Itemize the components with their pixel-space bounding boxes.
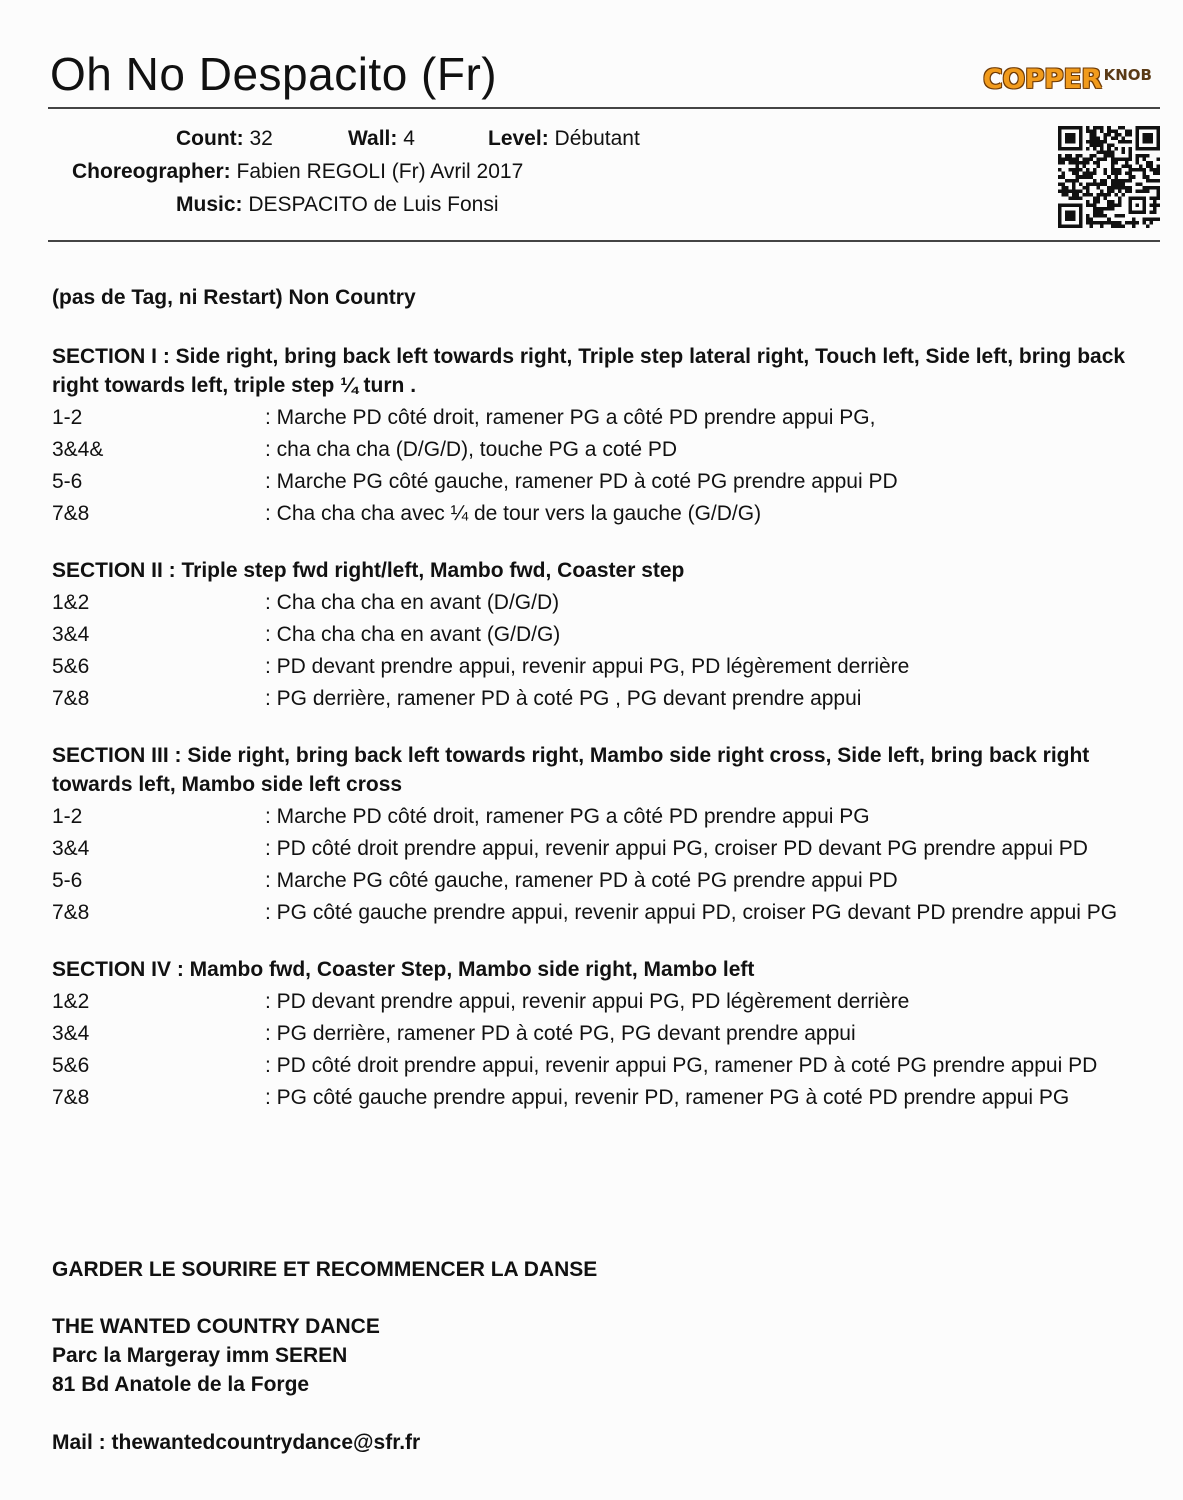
- step-description: : Marche PD côté droit, ramener PG a côté PD prendre appui PG: [265, 805, 870, 828]
- step-row: [52, 467, 1142, 496]
- step-count: 3&4&: [52, 438, 104, 461]
- step-count: 7&8: [52, 687, 90, 710]
- music-label: Music:: [176, 193, 243, 216]
- step-description: : PD devant prendre appui, revenir appui PG, PD légèrement derrière: [265, 655, 910, 678]
- music-value: DESPACITO de Luis Fonsi: [248, 193, 499, 216]
- step-row: [52, 588, 1142, 617]
- step-count: 1&2: [52, 591, 90, 614]
- step-row: [52, 802, 1142, 831]
- step-description: : Cha cha cha en avant (D/G/D): [265, 591, 560, 614]
- step-description: : PD côté droit prendre appui, revenir appui PG, ramener PD à coté PG prendre appui PD: [265, 1054, 1098, 1077]
- logo-knob-text: KNOB: [1103, 66, 1152, 84]
- step-row: [52, 435, 1142, 464]
- step-description: : PG côté gauche prendre appui, revenir PD, ramener PG à coté PD prendre appui PG: [265, 1086, 1070, 1109]
- step-count: 7&8: [52, 901, 90, 924]
- step-row: [52, 1083, 1142, 1112]
- step-description: : PG derrière, ramener PD à coté PG , PG devant prendre appui: [265, 687, 862, 710]
- step-description: : PG côté gauche prendre appui, revenir appui PD, croiser PG devant PD prendre appui PG: [265, 901, 1118, 924]
- section-1: [52, 342, 1142, 528]
- step-row: [52, 684, 1142, 713]
- section-2: [52, 556, 1142, 713]
- step-description: : PD devant prendre appui, revenir appui PG, PD légèrement derrière: [265, 990, 910, 1013]
- step-row: [52, 834, 1142, 863]
- choreographer-value: Fabien REGOLI (Fr) Avril 2017: [236, 160, 524, 183]
- copperknob-logo[interactable]: [983, 64, 1152, 100]
- step-description: : cha cha cha (D/G/D), touche PG a coté PD: [265, 438, 678, 461]
- step-description: : Marche PD côté droit, ramener PG a côté PD prendre appui PG,: [265, 406, 876, 429]
- wall-value: 4: [403, 127, 415, 150]
- section-title: SECTION IV : Mambo fwd, Coaster Step, Mambo side right, Mambo left: [52, 958, 755, 981]
- qr-code-icon[interactable]: [1058, 126, 1160, 228]
- step-row: [52, 987, 1142, 1016]
- step-row: [52, 1019, 1142, 1048]
- step-description: : Cha cha cha avec ¼ de tour vers la gauche (G/D/G): [265, 502, 762, 525]
- section-title: SECTION III : Side right, bring back left towards right, Mambo side right cross, Side left, bring back right towards left, Mambo side left cross: [52, 744, 1090, 796]
- meta-wall: [348, 122, 415, 155]
- header-divider-bottom: [48, 240, 1160, 242]
- meta-level: [488, 122, 640, 155]
- section-3: [52, 741, 1142, 927]
- choreographer-label: Choreographer:: [72, 160, 231, 183]
- header-divider-top: [48, 107, 1160, 109]
- step-row: [52, 898, 1142, 927]
- step-row: [52, 652, 1142, 681]
- contact-email[interactable]: Mail : thewantedcountrydance@sfr.fr: [52, 1431, 421, 1454]
- level-label: Level:: [488, 127, 549, 150]
- step-count: 1-2: [52, 406, 83, 429]
- closing-note: GARDER LE SOURIRE ET RECOMMENCER LA DANSE: [52, 1258, 598, 1281]
- count-label: Count:: [176, 127, 244, 150]
- level-value: Débutant: [554, 127, 640, 150]
- meta-count: [176, 122, 273, 155]
- stepsheet-body: [52, 280, 1142, 1112]
- step-description: : PG derrière, ramener PD à coté PG, PG devant prendre appui: [265, 1022, 856, 1045]
- step-count: 5-6: [52, 869, 83, 892]
- section-title: SECTION II : Triple step fwd right/left, Mambo fwd, Coaster step: [52, 559, 685, 582]
- logo-copper-text: COPPER: [983, 64, 1102, 95]
- step-count: 3&4: [52, 623, 90, 646]
- intro-note: (pas de Tag, ni Restart) Non Country: [52, 286, 416, 309]
- wall-label: Wall:: [348, 127, 398, 150]
- club-name: THE WANTED COUNTRY DANCE: [52, 1315, 380, 1338]
- step-count: 1&2: [52, 990, 90, 1013]
- step-count: 7&8: [52, 1086, 90, 1109]
- dance-title: Oh No Despacito (Fr): [50, 48, 498, 100]
- step-count: 5&6: [52, 655, 90, 678]
- step-count: 5-6: [52, 470, 83, 493]
- section-title: SECTION I : Side right, bring back left towards right, Triple step lateral right, Touch left, Side left, bring back right towards left, triple step ¼ turn .: [52, 345, 1126, 397]
- address-line-2: 81 Bd Anatole de la Forge: [52, 1373, 310, 1396]
- step-row: [52, 499, 1142, 528]
- meta-choreographer: [72, 155, 523, 188]
- meta-music: [176, 188, 499, 221]
- step-count: 1-2: [52, 805, 83, 828]
- step-row: [52, 866, 1142, 895]
- section-4: [52, 955, 1142, 1112]
- step-description: : Marche PG côté gauche, ramener PD à coté PG prendre appui PD: [265, 470, 898, 493]
- step-row: [52, 620, 1142, 649]
- step-description: : Marche PG côté gauche, ramener PD à coté PG prendre appui PD: [265, 869, 898, 892]
- step-count: 3&4: [52, 837, 90, 860]
- club-address: [52, 1312, 380, 1399]
- step-row: [52, 1051, 1142, 1080]
- step-count: 5&6: [52, 1054, 90, 1077]
- count-value: 32: [249, 127, 273, 150]
- step-description: : Cha cha cha en avant (G/D/G): [265, 623, 561, 646]
- step-row: [52, 403, 1142, 432]
- step-count: 7&8: [52, 502, 90, 525]
- address-line-1: Parc la Margeray imm SEREN: [52, 1344, 348, 1367]
- step-count: 3&4: [52, 1022, 90, 1045]
- step-description: : PD côté droit prendre appui, revenir appui PG, croiser PD devant PG prendre appui PD: [265, 837, 1088, 860]
